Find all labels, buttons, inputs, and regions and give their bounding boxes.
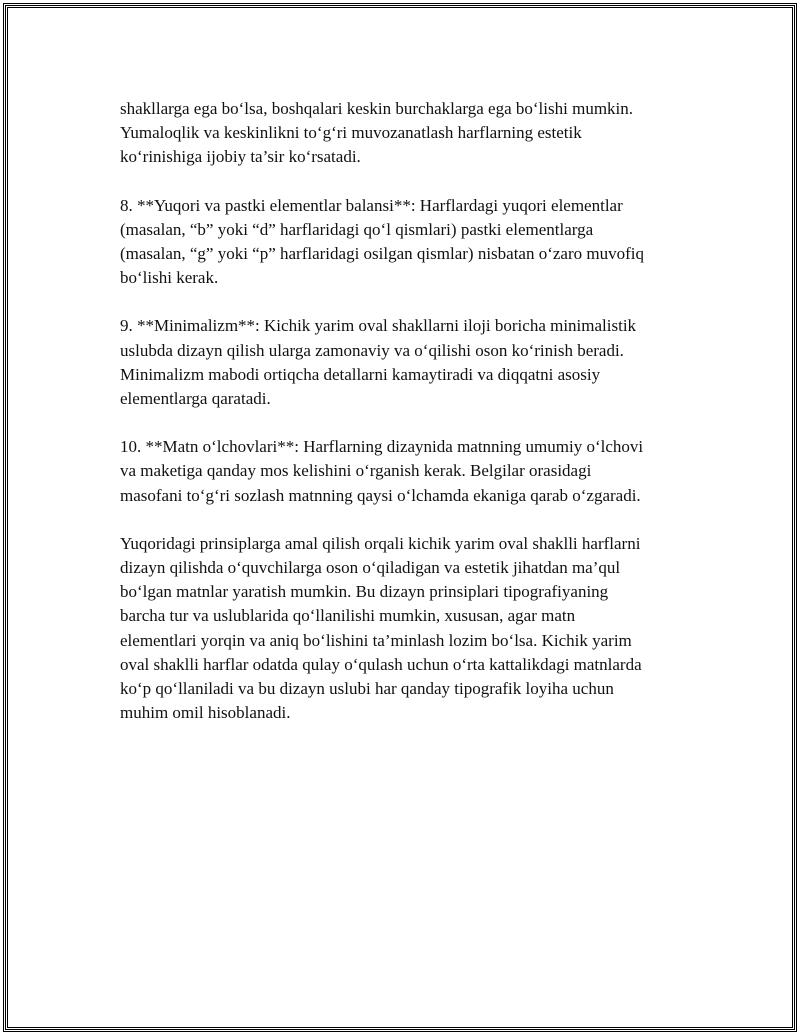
paragraph-item-9: 9. **Minimalizm**: Kichik yarim oval shakllarni iloji boricha minimalistik uslubda dizayn qilish ularga zamonaviy va o‘qilishi oson ko‘rinish beradi. Minimalizm mabodi ortiqcha detallarni kamaytiradi va diqqatni asosiy elementlarga qaratadi. bbox=[120, 316, 637, 409]
paragraph-conclusion: Yuqoridagi prinsiplarga amal qilish orqali kichik yarim oval shaklli harflarni dizayn qilishda o‘quvchilarga oson o‘qiladigan va estetik jihatdan ma’qul bo‘lgan matnlar yaratish mumkin. Bu dizayn prinsiplari tipografiyaning barcha tur va uslublarida qo‘llanilishi mumkin, xususan, agar matn elementlari yorqin va aniq bo‘lishini ta’minlash lozim bo‘lsa. Kichik yarim oval shaklli harflar odatda qulay o‘qulash uchun o‘rta kattalikdagi matnlarda ko‘p qo‘llaniladi va bu dizayn uslubi har qanday tipografik loyiha uchun muhim omil hisoblanadi. bbox=[120, 533, 642, 723]
document-body bbox=[120, 97, 700, 749]
paragraph-continuation: shakllarga ega bo‘lsa, boshqalari keskin burchaklarga ega bo‘lishi mumkin. Yumaloqlik va keskinlikni to‘g‘ri muvozanatlash harflarning estetik ko‘rinishiga ijobiy ta’sir ko‘rsatadi. bbox=[120, 99, 634, 167]
paragraph-item-10: 10. **Matn o‘lchovlari**: Harflarning dizaynida matnning umumiy o‘lchovi va maketiga qanday mos kelishini o‘rganish kerak. Belgilar orasidagi masofani to‘g‘ri sozlash matnning qaysi o‘lchamda ekaniga qarab o‘zgaradi. bbox=[120, 437, 644, 505]
page-border bbox=[3, 3, 797, 1032]
paragraph-item-8: 8. **Yuqori va pastki elementlar balansi**: Harflardagi yuqori elementlar (masalan, “b” yoki “d” harflaridagi qo‘l qismlari) pastki elementlarga (masalan, “g” yoki “p” harflaridagi osilgan qismlar) nisbatan o‘zaro muvofiq bo‘lishi kerak. bbox=[120, 195, 644, 288]
